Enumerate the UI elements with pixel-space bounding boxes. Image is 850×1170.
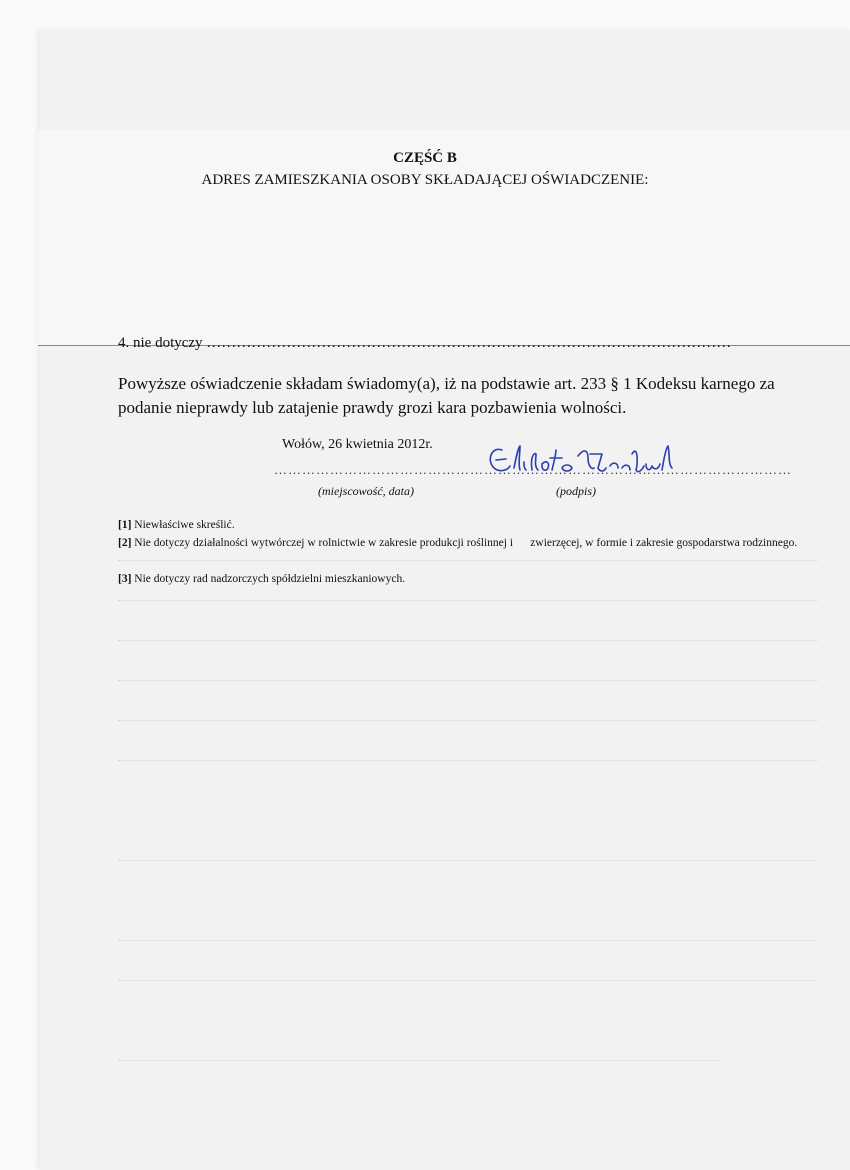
caption-signature: (podpis)	[556, 484, 596, 498]
footnote-marker: [3]	[118, 573, 132, 585]
place-date: Wołów, 26 kwietnia 2012r.	[282, 437, 433, 452]
handwritten-signature	[480, 440, 690, 489]
caption-place-date: (miejscowość, data)	[318, 484, 414, 498]
section-subtitle: ADRES ZAMIESZKANIA OSOBY SKŁADAJĄCEJ OŚWIADCZENIE:	[201, 172, 649, 188]
footnote-text: Niewłaściwe skreślić.	[134, 519, 235, 531]
footnote-3	[118, 572, 818, 586]
signature-dotted-line: …………………………………………………………………………………………………	[274, 462, 792, 477]
footnote-text: Nie dotyczy rad nadzorczych spółdzielni mieszkaniowych.	[134, 573, 406, 585]
section-title: CZĘŚĆ B	[393, 150, 457, 166]
footnote-marker: [1]	[118, 519, 132, 531]
declaration-statement: Powyższe oświadczenie składam świadomy(a), iż na podstawie art. 233 § 1 Kodeksu karnego za podanie nieprawdy lub zatajenie prawdy grozi kara pozbawienia wolności.	[118, 374, 775, 417]
footnote-2	[118, 536, 818, 550]
footnote-text: Nie dotyczy działalności wytwórczej w rolnictwie w zakresie produkcji roślinnej i zwierzęcej, w formie i zakresie gospodarstwa rodzinnego.	[134, 537, 798, 549]
footnote-marker: [2]	[118, 537, 132, 549]
footnote-1	[118, 518, 818, 532]
address-item-4: 4. nie dotyczy ……………………………………………………………………………………………	[118, 335, 732, 351]
